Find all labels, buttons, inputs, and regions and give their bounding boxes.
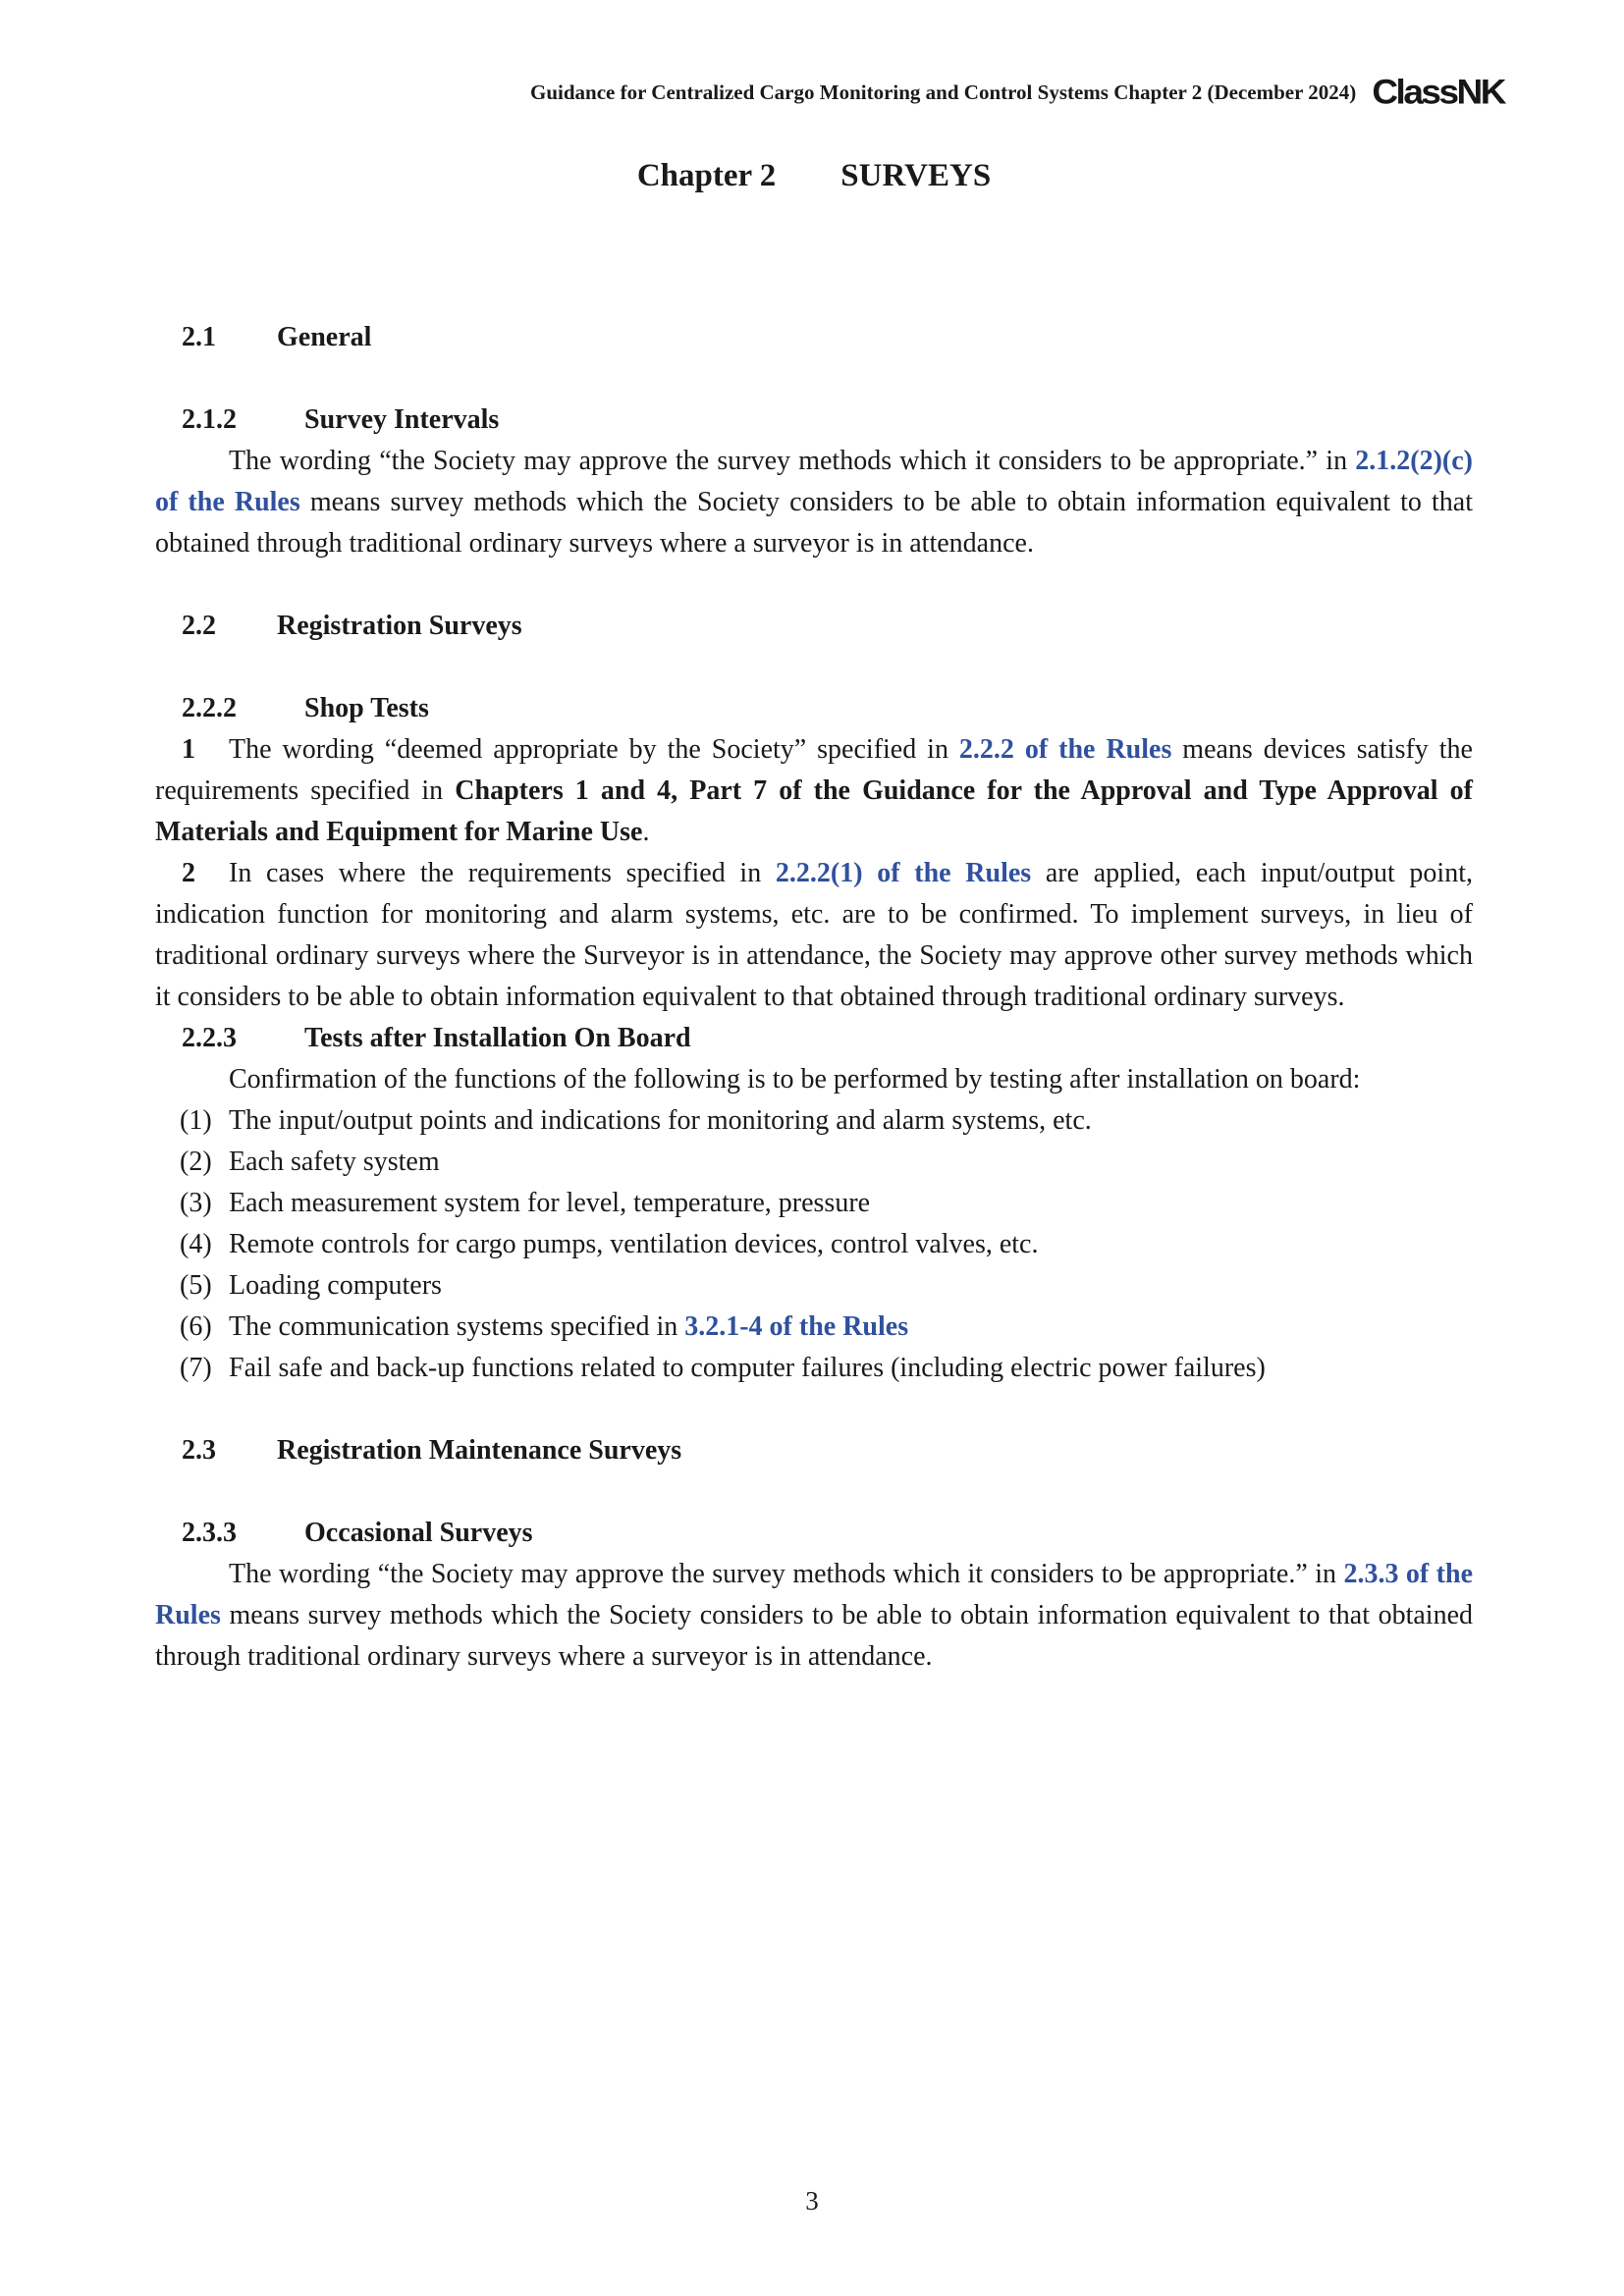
list-item-5 [155,1265,1473,1307]
section-title: General [277,322,372,352]
text-segment: Each measurement system for level, temperature, pressure [229,1188,871,1218]
paragraph [155,1554,1473,1678]
text-segment: In cases where the requirements specified in [229,858,776,888]
section-heading-2.3 [155,1430,1473,1471]
header-doc-title: Guidance for Centralized Cargo Monitoring and Control Systems Chapter 2 (December 2024) [530,80,1357,104]
text-segment: . [642,817,650,847]
text-segment: Confirmation of the functions of the following is to be performed by testing after installation on board: [229,1064,1361,1095]
text-segment: means devices satisfy the requirements specified in [155,734,1473,806]
section-title: Registration Maintenance Surveys [277,1435,682,1466]
section-heading-2.2.2 [155,688,1473,729]
classnk-logo: ClassNK [1372,73,1504,111]
list-marker: (2) [180,1147,212,1177]
section-number: 2.3.3 [182,1518,237,1548]
text-segment: means survey methods which the Society considers to be able to obtain information equivalent to that obtained through traditional ordinary surveys where a surveyor is in attendance. [155,487,1473,559]
section-heading-2.1.2 [155,400,1473,441]
list-marker: (3) [180,1188,212,1218]
text-segment: means survey methods which the Society considers to be able to obtain information equivalent to that obtained through traditional ordinary surveys where a surveyor is in attendance. [155,1600,1473,1672]
section-heading-2.1 [155,317,1473,358]
list-item-1 [155,1100,1473,1142]
text-segment: The input/output points and indications for monitoring and alarm systems, etc. [229,1105,1092,1136]
section-title: Occasional Surveys [304,1518,533,1548]
text-segment: are applied, each input/output point, indication function for monitoring and alarm systems, etc. are to be confirmed. To implement surveys, in lieu of traditional ordinary surveys where the Surveyor is in attendance, the Society may approve other survey methods which it considers to be able to obtain information equivalent to that obtained through traditional ordinary surveys. [155,858,1473,1012]
text-segment: The wording “the Society may approve the survey methods which it considers to be appropriate.” in [229,446,1356,476]
rule-reference-link[interactable]: 3.2.1-4 of the Rules [684,1311,909,1342]
list-item-4 [155,1224,1473,1265]
section-title: Tests after Installation On Board [304,1023,691,1053]
section-number: 2.3 [182,1435,216,1466]
section-number: 2.1 [182,322,216,352]
text-segment: Loading computers [229,1270,442,1301]
section-heading-2.3.3 [155,1513,1473,1554]
numbered-paragraph-2 [155,853,1473,1018]
section-number: 2.2.2 [182,693,237,723]
paragraph-number: 2 [182,858,195,888]
section-heading-2.2.3 [155,1018,1473,1059]
list-item-6 [155,1307,1473,1348]
text-segment: The communication systems specified in [229,1311,685,1342]
chapter-name: SURVEYS [840,158,992,193]
page-number: 3 [805,2186,819,2216]
rule-reference-link[interactable]: 2.3.3 of the Rules [155,1559,1474,1630]
list-marker: (5) [180,1270,212,1301]
section-number: 2.1.2 [182,404,237,435]
text-segment: Each safety system [229,1147,440,1177]
list-marker: (6) [180,1311,212,1342]
chapter-title [155,155,1473,196]
rule-reference-link[interactable]: 2.1.2(2)(c) of the Rules [155,446,1473,517]
section-title: Shop Tests [304,693,429,723]
bold-text-segment: Chapters 1 and 4, Part 7 of the Guidance for the Approval and Type Approval of Materials and Equipment for Marine Use [155,775,1473,847]
section-title: Survey Intervals [304,404,500,435]
list-marker: (4) [180,1229,212,1259]
text-segment: The wording “deemed appropriate by the Society” specified in [229,734,959,765]
numbered-paragraph-1 [155,729,1473,853]
section-number: 2.2.3 [182,1023,237,1053]
list-item-7 [155,1348,1473,1389]
text-segment: Fail safe and back-up functions related to computer failures (including electric power failures) [229,1353,1266,1383]
chapter-number: Chapter 2 [636,158,777,193]
document-body [155,0,1473,1678]
document-sections [155,317,1473,1678]
rule-reference-link[interactable]: 2.2.2 of the Rules [958,734,1172,765]
list-item-2 [155,1142,1473,1183]
page-footer [0,2180,1624,2221]
list-marker: (1) [180,1105,212,1136]
text-segment: Remote controls for cargo pumps, ventilation devices, control valves, etc. [229,1229,1039,1259]
list-item-3 [155,1183,1473,1224]
paragraph-number: 1 [182,734,195,765]
section-title: Registration Surveys [277,611,522,641]
section-number: 2.2 [182,611,216,641]
paragraph [155,441,1473,564]
paragraph [155,1059,1473,1100]
list-marker: (7) [180,1353,212,1383]
text-segment: The wording “the Society may approve the survey methods which it considers to be appropriate.” in [229,1559,1344,1589]
rule-reference-link[interactable]: 2.2.2(1) of the Rules [775,858,1032,888]
section-heading-2.2 [155,606,1473,647]
